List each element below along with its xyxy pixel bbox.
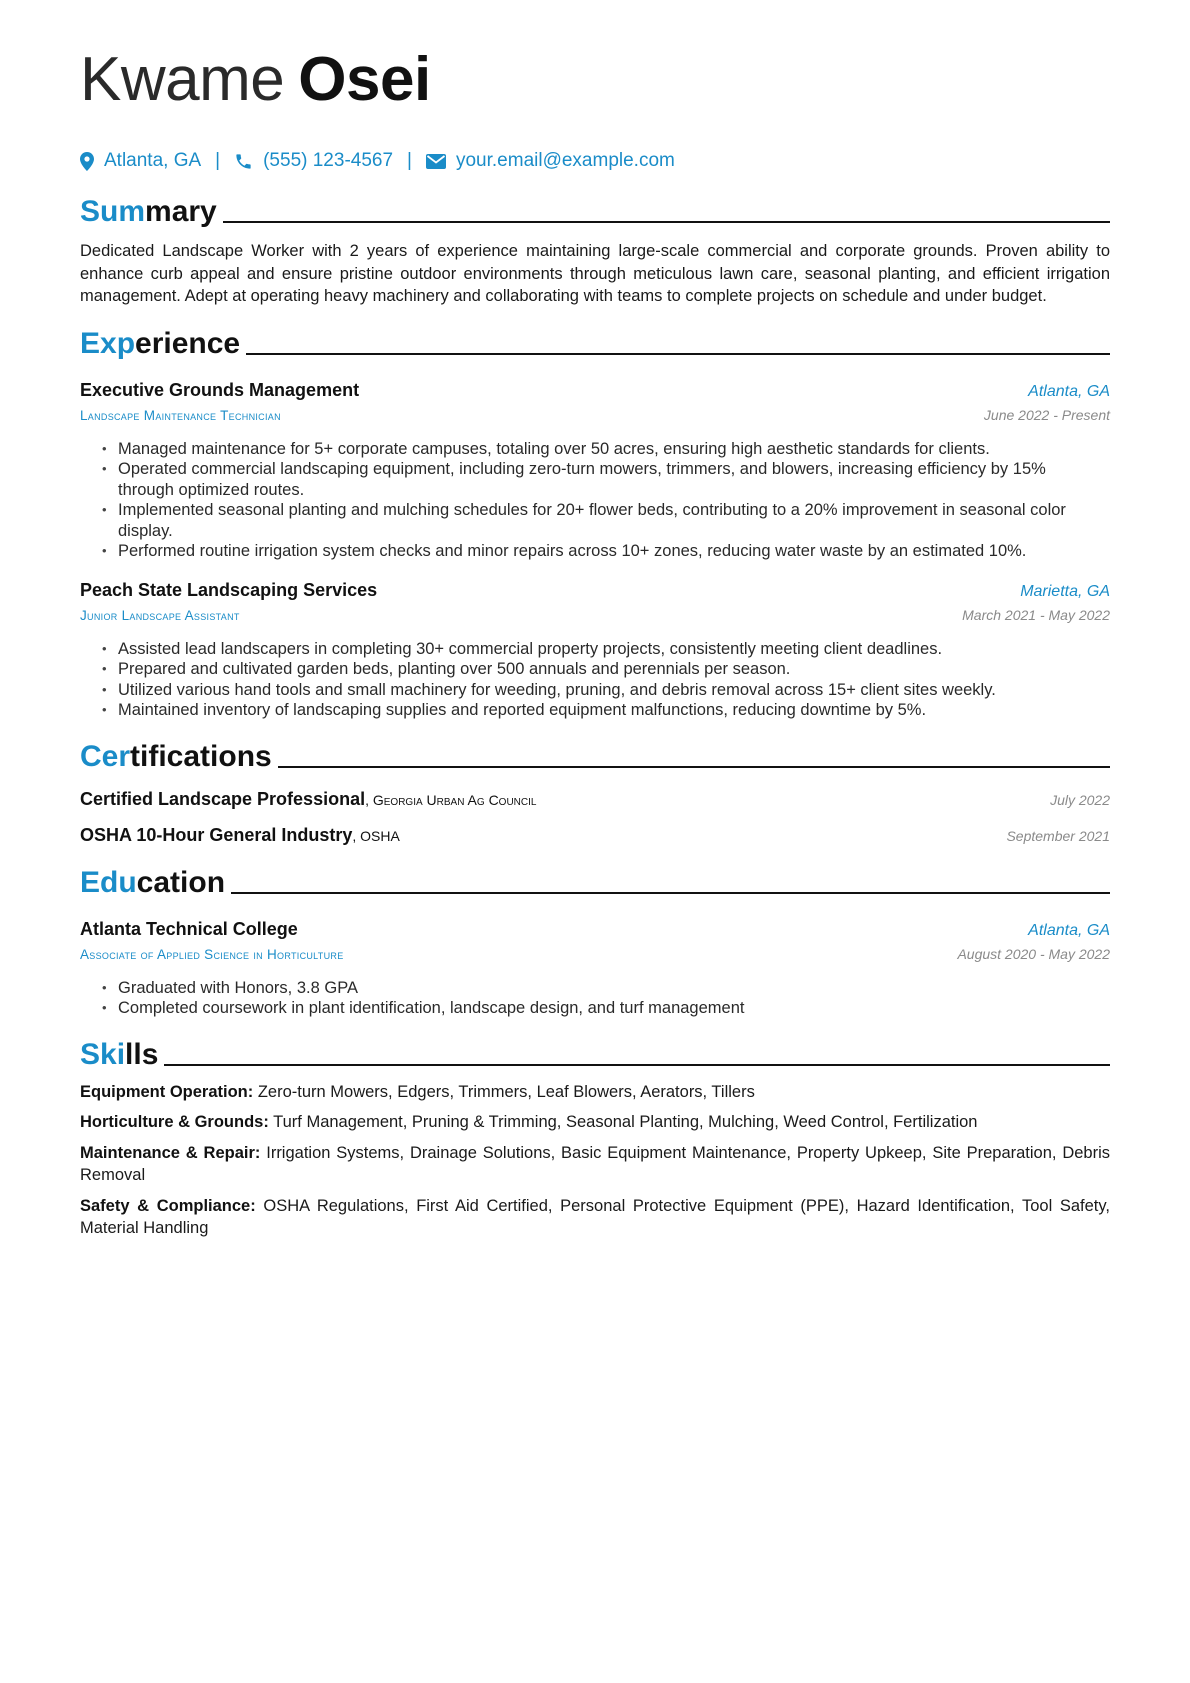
bullet-item: • Graduated with Honors, 3.8 GPA [118, 978, 1110, 999]
skill-items: Turf Management, Pruning & Trimming, Seasonal Planting, Mulching, Weed Control, Fertilization [273, 1113, 978, 1131]
job-dates: June 2022 - Present [983, 406, 1110, 423]
skill-group [80, 1111, 1110, 1134]
phone-text: (555) 123-4567 [263, 150, 394, 171]
bullet-item: • Assisted lead landscapers in completing 30+ commercial property projects, consistently meeting client deadlines. [118, 639, 1110, 660]
bullet-item: • Completed coursework in plant identification, landscape design, and turf management [118, 998, 1110, 1019]
contact-phone[interactable] [234, 150, 393, 172]
certification-date: September 2021 [1006, 827, 1110, 844]
certification-item: OSHA 10-Hour General Industry, OSHA September 2021 [80, 824, 1110, 845]
skill-group [80, 1081, 1110, 1104]
section-experience-heading: Experience [80, 322, 1110, 362]
envelope-icon [426, 154, 446, 169]
skill-group [80, 1142, 1110, 1187]
company-name: Executive Grounds Management [80, 379, 360, 400]
certification-name: OSHA 10-Hour General Industry [80, 824, 353, 845]
section-certifications-heading: Certifications [80, 735, 1110, 775]
school-location: Atlanta, GA [1028, 921, 1110, 939]
contact-separator: | [215, 150, 221, 171]
section-rule [278, 766, 1110, 768]
map-pin-icon [80, 152, 94, 171]
certification-issuer: Georgia Urban Ag Council [372, 791, 537, 808]
education-dates: August 2020 - May 2022 [957, 945, 1110, 962]
job-dates: March 2021 - May 2022 [962, 606, 1110, 623]
resume-name [80, 40, 1110, 120]
certification-date: July 2022 [1050, 791, 1110, 808]
job-title: Landscape Maintenance Technician [80, 407, 281, 423]
section-rule [223, 221, 1110, 223]
section-rule [246, 353, 1110, 355]
job-location: Atlanta, GA [1028, 382, 1110, 400]
experience-entry [80, 578, 1110, 721]
section-summary-heading: Summary [80, 190, 1110, 230]
bullet-item: • Managed maintenance for 5+ corporate campuses, totaling over 50 acres, ensuring high aesthetic standards for clients. [118, 439, 1110, 460]
certification-issuer: OSHA [360, 827, 400, 844]
bullet-item: • Implemented seasonal planting and mulching schedules for 20+ flower beds, contributing to a 20% improvement in seasonal color display. [118, 500, 1110, 541]
first-name: Kwame [80, 45, 285, 114]
bullet-item: • Performed routine irrigation system checks and minor repairs across 10+ zones, reducing water waste by an estimated 10%. [118, 541, 1110, 562]
degree-title: Associate of Applied Science in Horticulture [80, 946, 344, 962]
certification-item: Certified Landscape Professional, Georgia Urban Ag Council July 2022 [80, 788, 1110, 809]
skill-group [80, 1195, 1110, 1240]
job-bullets [80, 639, 1110, 721]
email-link[interactable]: your.email@example.com [455, 150, 675, 171]
experience-entry [80, 378, 1110, 562]
section-skills-heading: Skills [80, 1033, 1110, 1073]
school-name: Atlanta Technical College [80, 918, 298, 939]
skill-label: Maintenance & Repair: [80, 1143, 261, 1162]
company-name: Peach State Landscaping Services [80, 579, 378, 600]
job-location: Marietta, GA [1020, 582, 1110, 600]
contact-separator: | [407, 150, 412, 171]
skill-label: Safety & Compliance: [80, 1196, 256, 1215]
contact-line [80, 146, 1110, 176]
skill-label: Horticulture & Grounds: [80, 1113, 269, 1131]
summary-paragraph: Dedicated Landscape Worker with 2 years of experience maintaining large-scale commercial and corporate grounds. Proven ability to enhance curb appeal and ensure pristine outdoor environments through meticulous lawn care, seasonal planting, and efficient irrigation management. Adept at operating heavy machinery and collaborating with teams to complete projects on schedule and under budget. [80, 242, 1110, 305]
bullet-item: • Maintained inventory of landscaping supplies and reported equipment malfunctions, reducing downtime by 5%. [118, 700, 1110, 721]
location-text: Atlanta, GA [104, 150, 202, 171]
section-education-heading: Education [80, 861, 1110, 901]
last-name: Osei [298, 45, 431, 114]
skill-items: OSHA Regulations, First Aid Certified, Personal Protective Equipment (PPE), Hazard Identification, Tool Safety, Material Handling [80, 1196, 1111, 1237]
contact-email[interactable] [426, 150, 675, 172]
bullet-item: • Prepared and cultivated garden beds, planting over 500 annuals and perennials per season. [118, 659, 1110, 680]
bullet-item: • Operated commercial landscaping equipment, including zero-turn mowers, trimmers, and blowers, increasing efficiency by 15% through optimized routes. [118, 459, 1110, 500]
section-rule [164, 1064, 1110, 1066]
certification-name: Certified Landscape Professional [80, 788, 366, 809]
education-entry [80, 917, 1110, 1019]
phone-icon [234, 152, 253, 171]
skill-items: Zero-turn Mowers, Edgers, Trimmers, Leaf Blowers, Aerators, Tillers [257, 1082, 755, 1101]
contact-location [80, 150, 201, 172]
job-bullets [80, 439, 1110, 562]
bullet-item: • Utilized various hand tools and small machinery for weeding, pruning, and debris removal across 15+ client sites weekly. [118, 680, 1110, 701]
skill-items: Irrigation Systems, Drainage Solutions, Basic Equipment Maintenance, Property Upkeep, Site Preparation, Debris Removal [80, 1143, 1111, 1184]
job-title: Junior Landscape Assistant [80, 607, 240, 623]
education-bullets [80, 978, 1110, 1019]
section-rule [231, 892, 1110, 894]
skill-label: Equipment Operation: [80, 1082, 254, 1101]
